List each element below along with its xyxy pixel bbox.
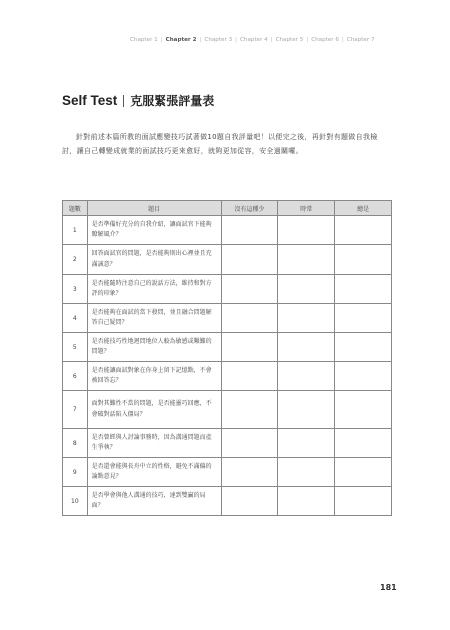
answer-rarely-cell[interactable] bbox=[221, 275, 278, 304]
section-title bbox=[62, 92, 214, 109]
table-row bbox=[63, 245, 392, 275]
answer-always-cell[interactable] bbox=[335, 429, 392, 458]
chapter-nav-separator: | bbox=[306, 37, 309, 43]
chapter-nav-separator: | bbox=[270, 37, 273, 43]
title-english: Self Test bbox=[62, 93, 118, 108]
answer-often-cell[interactable] bbox=[278, 333, 335, 362]
question-number: 10 bbox=[63, 487, 88, 516]
answer-often-cell[interactable] bbox=[278, 245, 335, 275]
question-number: 7 bbox=[63, 391, 88, 429]
answer-rarely-cell[interactable] bbox=[221, 362, 278, 391]
answer-rarely-cell[interactable] bbox=[221, 429, 278, 458]
answer-always-cell[interactable] bbox=[335, 487, 392, 516]
question-text: 是否能讓面試對象在你身上留下記憶點，不會被回答忘？ bbox=[87, 362, 221, 391]
answer-always-cell[interactable] bbox=[335, 458, 392, 487]
answer-often-cell[interactable] bbox=[278, 304, 335, 333]
question-text: 是否曾經與人討論事務時，因為溝通問題而產生爭執？ bbox=[87, 429, 221, 458]
title-chinese: 克服緊張評量表 bbox=[130, 94, 215, 108]
answer-always-cell[interactable] bbox=[335, 333, 392, 362]
chapter-nav-item-current[interactable]: Chapter 2 bbox=[165, 37, 197, 43]
header-question: 題目 bbox=[87, 201, 221, 216]
answer-always-cell[interactable] bbox=[335, 304, 392, 333]
question-number: 4 bbox=[63, 304, 88, 333]
table-row bbox=[63, 458, 392, 487]
question-text: 是否能隨時注意自己的說話方法，維持和對方評的印象？ bbox=[87, 275, 221, 304]
answer-often-cell[interactable] bbox=[278, 487, 335, 516]
question-number: 9 bbox=[63, 458, 88, 487]
chapter-nav-item[interactable]: Chapter 7 bbox=[346, 37, 375, 43]
table-row bbox=[63, 333, 392, 362]
answer-rarely-cell[interactable] bbox=[221, 304, 278, 333]
answer-often-cell[interactable] bbox=[278, 458, 335, 487]
question-text: 面對其難性不當的問題，是否能靈巧回應，不會破對話陷入僵局？ bbox=[87, 391, 221, 429]
question-text: 是否能技巧性地迴問地位人較為敏感或艱難的問題？ bbox=[87, 333, 221, 362]
header-number: 題數 bbox=[63, 201, 88, 216]
answer-often-cell[interactable] bbox=[278, 216, 335, 245]
answer-always-cell[interactable] bbox=[335, 362, 392, 391]
answer-often-cell[interactable] bbox=[278, 275, 335, 304]
chapter-nav-item[interactable]: Chapter 1 bbox=[130, 37, 158, 43]
table-row bbox=[63, 275, 392, 304]
answer-always-cell[interactable] bbox=[335, 275, 392, 304]
answer-rarely-cell[interactable] bbox=[221, 391, 278, 429]
question-text: 回答面試官的問題，是否能夠則出心裡並且充滿誠意？ bbox=[87, 245, 221, 275]
chapter-nav-separator: | bbox=[160, 37, 163, 43]
chapter-nav-separator: | bbox=[341, 37, 344, 43]
header-rarely: 沒有這種少 bbox=[221, 201, 278, 216]
table-header-row bbox=[63, 201, 392, 216]
question-number: 3 bbox=[63, 275, 88, 304]
answer-often-cell[interactable] bbox=[278, 429, 335, 458]
question-number: 1 bbox=[63, 216, 88, 245]
answer-always-cell[interactable] bbox=[335, 216, 392, 245]
answer-rarely-cell[interactable] bbox=[221, 458, 278, 487]
question-text: 是否能夠在面試的當下發問，並且融合問題解答自己疑問？ bbox=[87, 304, 221, 333]
question-text: 是否準備好充分的自我介紹，讓面試官下能夠瞭解風介？ bbox=[87, 216, 221, 245]
chapter-nav-item[interactable]: Chapter 5 bbox=[275, 37, 304, 43]
title-divider bbox=[123, 95, 124, 107]
answer-rarely-cell[interactable] bbox=[221, 487, 278, 516]
header-often: 時常 bbox=[278, 201, 335, 216]
intro-paragraph: 針對前述本篇所教的面試應變技巧試著做10題自我評量吧！以便完之後，再針對有題做自我檢討，讓自己轉變成就業的面試技巧更來愈好，就夠更加從容，安全過關囉。 bbox=[62, 133, 378, 155]
answer-always-cell[interactable] bbox=[335, 391, 392, 429]
question-number: 6 bbox=[63, 362, 88, 391]
answer-rarely-cell[interactable] bbox=[221, 245, 278, 275]
header-always: 總是 bbox=[335, 201, 392, 216]
question-text: 是否還會能與長舟中立的性格，避免不滿偏的論點意見？ bbox=[87, 458, 221, 487]
chapter-navigation bbox=[130, 37, 430, 43]
answer-often-cell[interactable] bbox=[278, 362, 335, 391]
question-text: 是否學會與他人溝通的技巧，達到雙贏的局面？ bbox=[87, 487, 221, 516]
table-row bbox=[63, 429, 392, 458]
table-row bbox=[63, 362, 392, 391]
question-number: 8 bbox=[63, 429, 88, 458]
question-number: 2 bbox=[63, 245, 88, 275]
chapter-nav-separator: | bbox=[235, 37, 238, 43]
page-number: 181 bbox=[380, 583, 397, 592]
chapter-nav-item[interactable]: Chapter 6 bbox=[311, 37, 339, 43]
table-row bbox=[63, 304, 392, 333]
answer-always-cell[interactable] bbox=[335, 245, 392, 275]
chapter-nav-item[interactable]: Chapter 3 bbox=[204, 37, 233, 43]
answer-often-cell[interactable] bbox=[278, 391, 335, 429]
question-number: 5 bbox=[63, 333, 88, 362]
answer-rarely-cell[interactable] bbox=[221, 216, 278, 245]
table-row bbox=[63, 487, 392, 516]
self-test-table bbox=[62, 200, 392, 516]
answer-rarely-cell[interactable] bbox=[221, 333, 278, 362]
chapter-nav-item[interactable]: Chapter 4 bbox=[240, 37, 268, 43]
chapter-nav-separator: | bbox=[199, 37, 202, 43]
table-row bbox=[63, 216, 392, 245]
table-row bbox=[63, 391, 392, 429]
